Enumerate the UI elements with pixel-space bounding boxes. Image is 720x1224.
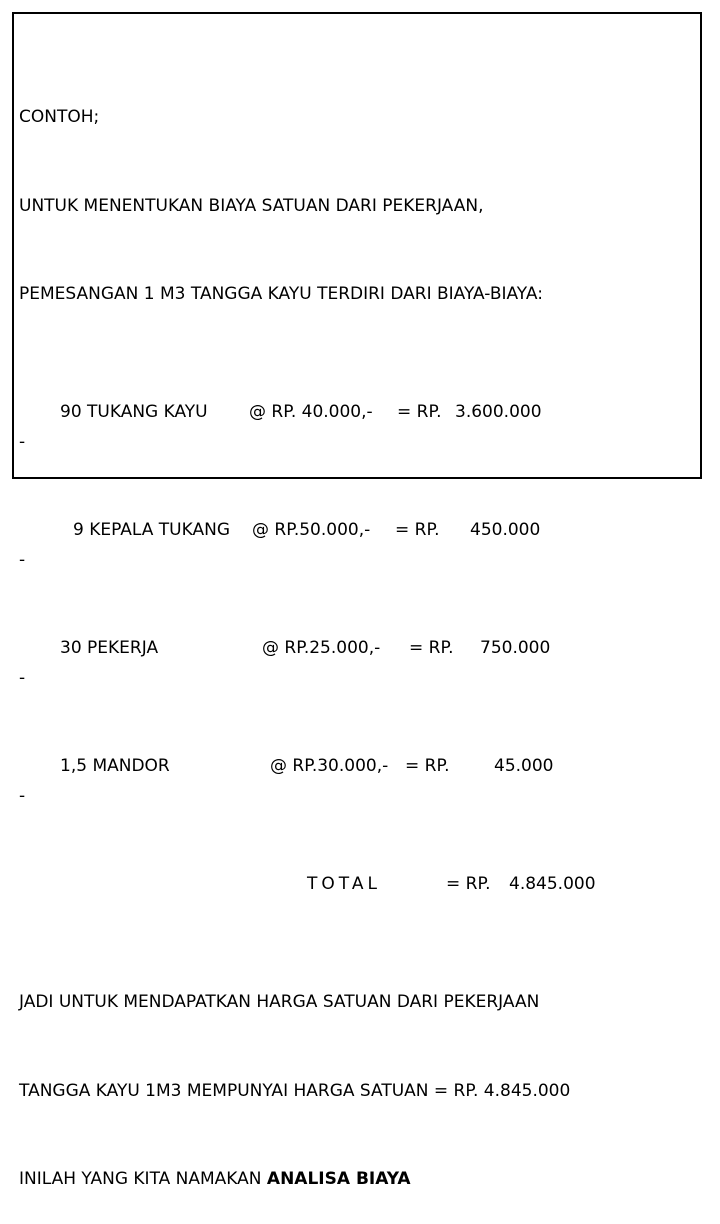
cost-item-row (19, 634, 570, 688)
item-amount: 450.000 (470, 520, 541, 540)
bullet-dash: - (19, 785, 26, 806)
item-equals: = RP. (397, 402, 442, 422)
item-equals: = RP. (395, 520, 440, 540)
bullet-dash: - (19, 667, 26, 688)
conclusion-line-1: JADI UNTUK MENDAPATKAN HARGA SATUAN DARI PEKERJAAN (19, 992, 540, 1012)
item-name: 9 KEPALA TUKANG (73, 520, 230, 540)
intro-line-1: UNTUK MENENTUKAN BIAYA SATUAN DARI PEKERJAAN, (19, 195, 484, 216)
item-name: 90 TUKANG KAYU (60, 402, 208, 422)
conclusion-line-3 (19, 1165, 570, 1195)
cost-item-row (19, 752, 570, 806)
total-equals: = RP. (446, 874, 491, 894)
total-row (19, 870, 596, 900)
item-amount: 45.000 (494, 756, 554, 776)
item-price: @ RP.30.000,- (270, 756, 389, 776)
item-price: @ RP. 40.000,- (249, 402, 373, 422)
item-price: @ RP.50.000,- (252, 520, 371, 540)
heading: CONTOH; (19, 107, 100, 127)
item-amount: 3.600.000 (455, 402, 542, 422)
intro-line-2: PEMESANGAN 1 M3 TANGGA KAYU TERDIRI DARI BIAYA-BIAYA: (19, 284, 543, 304)
term-analisa-biaya: ANALISA BIAYA (266, 1169, 411, 1189)
cost-item-row (19, 516, 570, 570)
total-label: TOTAL (307, 874, 381, 894)
item-price: @ RP.25.000,- (262, 638, 381, 658)
item-name: 30 PEKERJA (60, 638, 159, 658)
item-equals: = RP. (409, 638, 454, 658)
conclusion-prefix: INILAH YANG KITA NAMAKAN (19, 1169, 267, 1189)
bullet-dash: - (19, 431, 26, 452)
item-name: 1,5 MANDOR (60, 756, 170, 776)
cost-item-row (19, 398, 570, 452)
item-equals: = RP. (405, 756, 450, 776)
item-amount: 750.000 (480, 638, 551, 658)
conclusion-line-2: TANGGA KAYU 1M3 MEMPUNYAI HARGA SATUAN = RP. 4.845.000 (19, 1080, 571, 1101)
document-body (19, 44, 596, 1224)
bullet-dash: - (19, 549, 26, 570)
total-amount: 4.845.000 (509, 874, 596, 894)
